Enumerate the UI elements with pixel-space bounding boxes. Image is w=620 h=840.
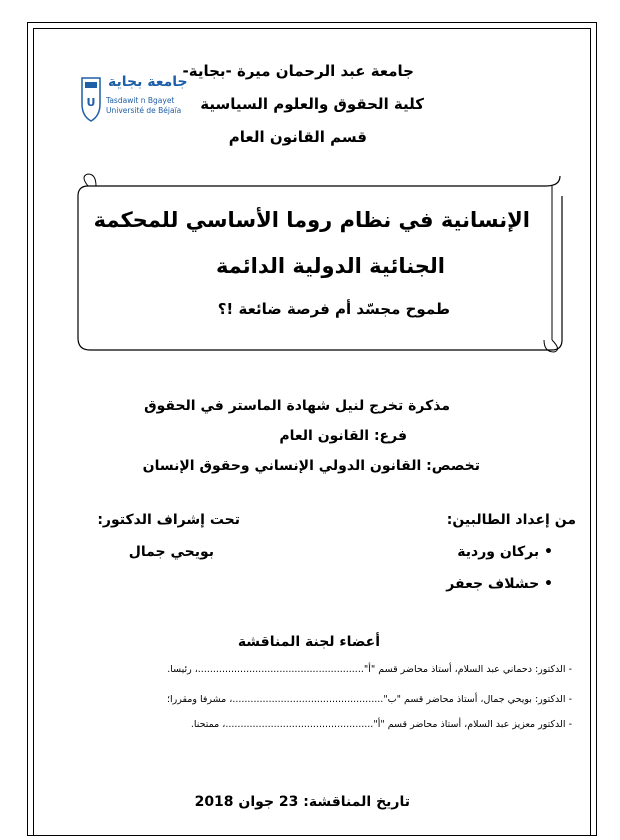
university-logo: [80, 74, 188, 126]
department-name: قسم القانون العام: [228, 128, 367, 146]
logo-arabic: جامعة بجاية: [108, 74, 188, 90]
committee-member-2-text: - الدكتور: بويحي جمال، أستاذ محاضر قسم "ب": [383, 694, 572, 705]
memo-branch: فرع: القانون العام: [279, 428, 407, 444]
defense-date: تاريخ المناقشة: 23 جوان 2018: [194, 794, 410, 810]
logo-line1: Tasdawit n Bgayet: [106, 96, 175, 105]
committee-member-3-role: ، ممتحنا.: [190, 719, 226, 730]
committee-member-1: - الدكتور: دحماني عبد السلام، أستاذ محاضر قسم "أ".......................................................، رئيسا.: [167, 664, 572, 675]
svg-text:U: U: [86, 96, 96, 109]
committee-member-2: - الدكتور: بويحي جمال، أستاذ محاضر قسم "ب"..................................................، مشرفا ومقررا؛: [166, 694, 572, 705]
committee-member-3: - الدكتور معزيز عبد السلام، أستاذ محاضر قسم "أ".................................................، ممتحنا.: [190, 719, 572, 730]
university-name: جامعة عبد الرحمان ميرة -بجاية-: [182, 62, 414, 80]
student-1-name: بركان وردية: [457, 544, 540, 560]
title-subtitle: طموح مجسّد أم فرصة ضائعة !؟: [217, 300, 450, 318]
committee-member-2-role: ، مشرفا ومقررا؛: [166, 694, 233, 705]
memo-specialty: تخصص: القانون الدولي الإنساني وحقوق الإنسان: [142, 458, 480, 474]
supervisor-heading: تحت إشراف الدكتور:: [97, 512, 240, 528]
faculty-name: كلية الحقوق والعلوم السياسية: [200, 95, 424, 113]
committee-heading: أعضاء لجنة المناقشة: [237, 634, 380, 650]
students-heading: من إعداد الطالبين:: [446, 512, 576, 528]
supervisor-name: بويحي جمال: [128, 544, 214, 560]
student-2: • حشلاف جعفر: [446, 576, 553, 592]
committee-member-3-text: - الدكتور معزيز عبد السلام، أستاذ محاضر قسم "أ": [373, 719, 572, 730]
student-2-name: حشلاف جعفر: [446, 576, 540, 592]
committee-member-1-text: - الدكتور: دحماني عبد السلام، أستاذ محاضر قسم "أ": [363, 664, 572, 675]
committee-member-1-role: ، رئيسا.: [167, 664, 198, 675]
title-line2: الجنائية الدولية الدائمة: [215, 254, 445, 278]
logo-line2: Université de Béjaïa: [106, 106, 182, 115]
memo-purpose: مذكرة تخرج لنيل شهادة الماستر في الحقوق: [144, 398, 450, 414]
student-1: • بركان وردية: [457, 544, 553, 560]
title-line1: الإنسانية في نظام روما الأساسي للمحكمة: [93, 208, 530, 232]
